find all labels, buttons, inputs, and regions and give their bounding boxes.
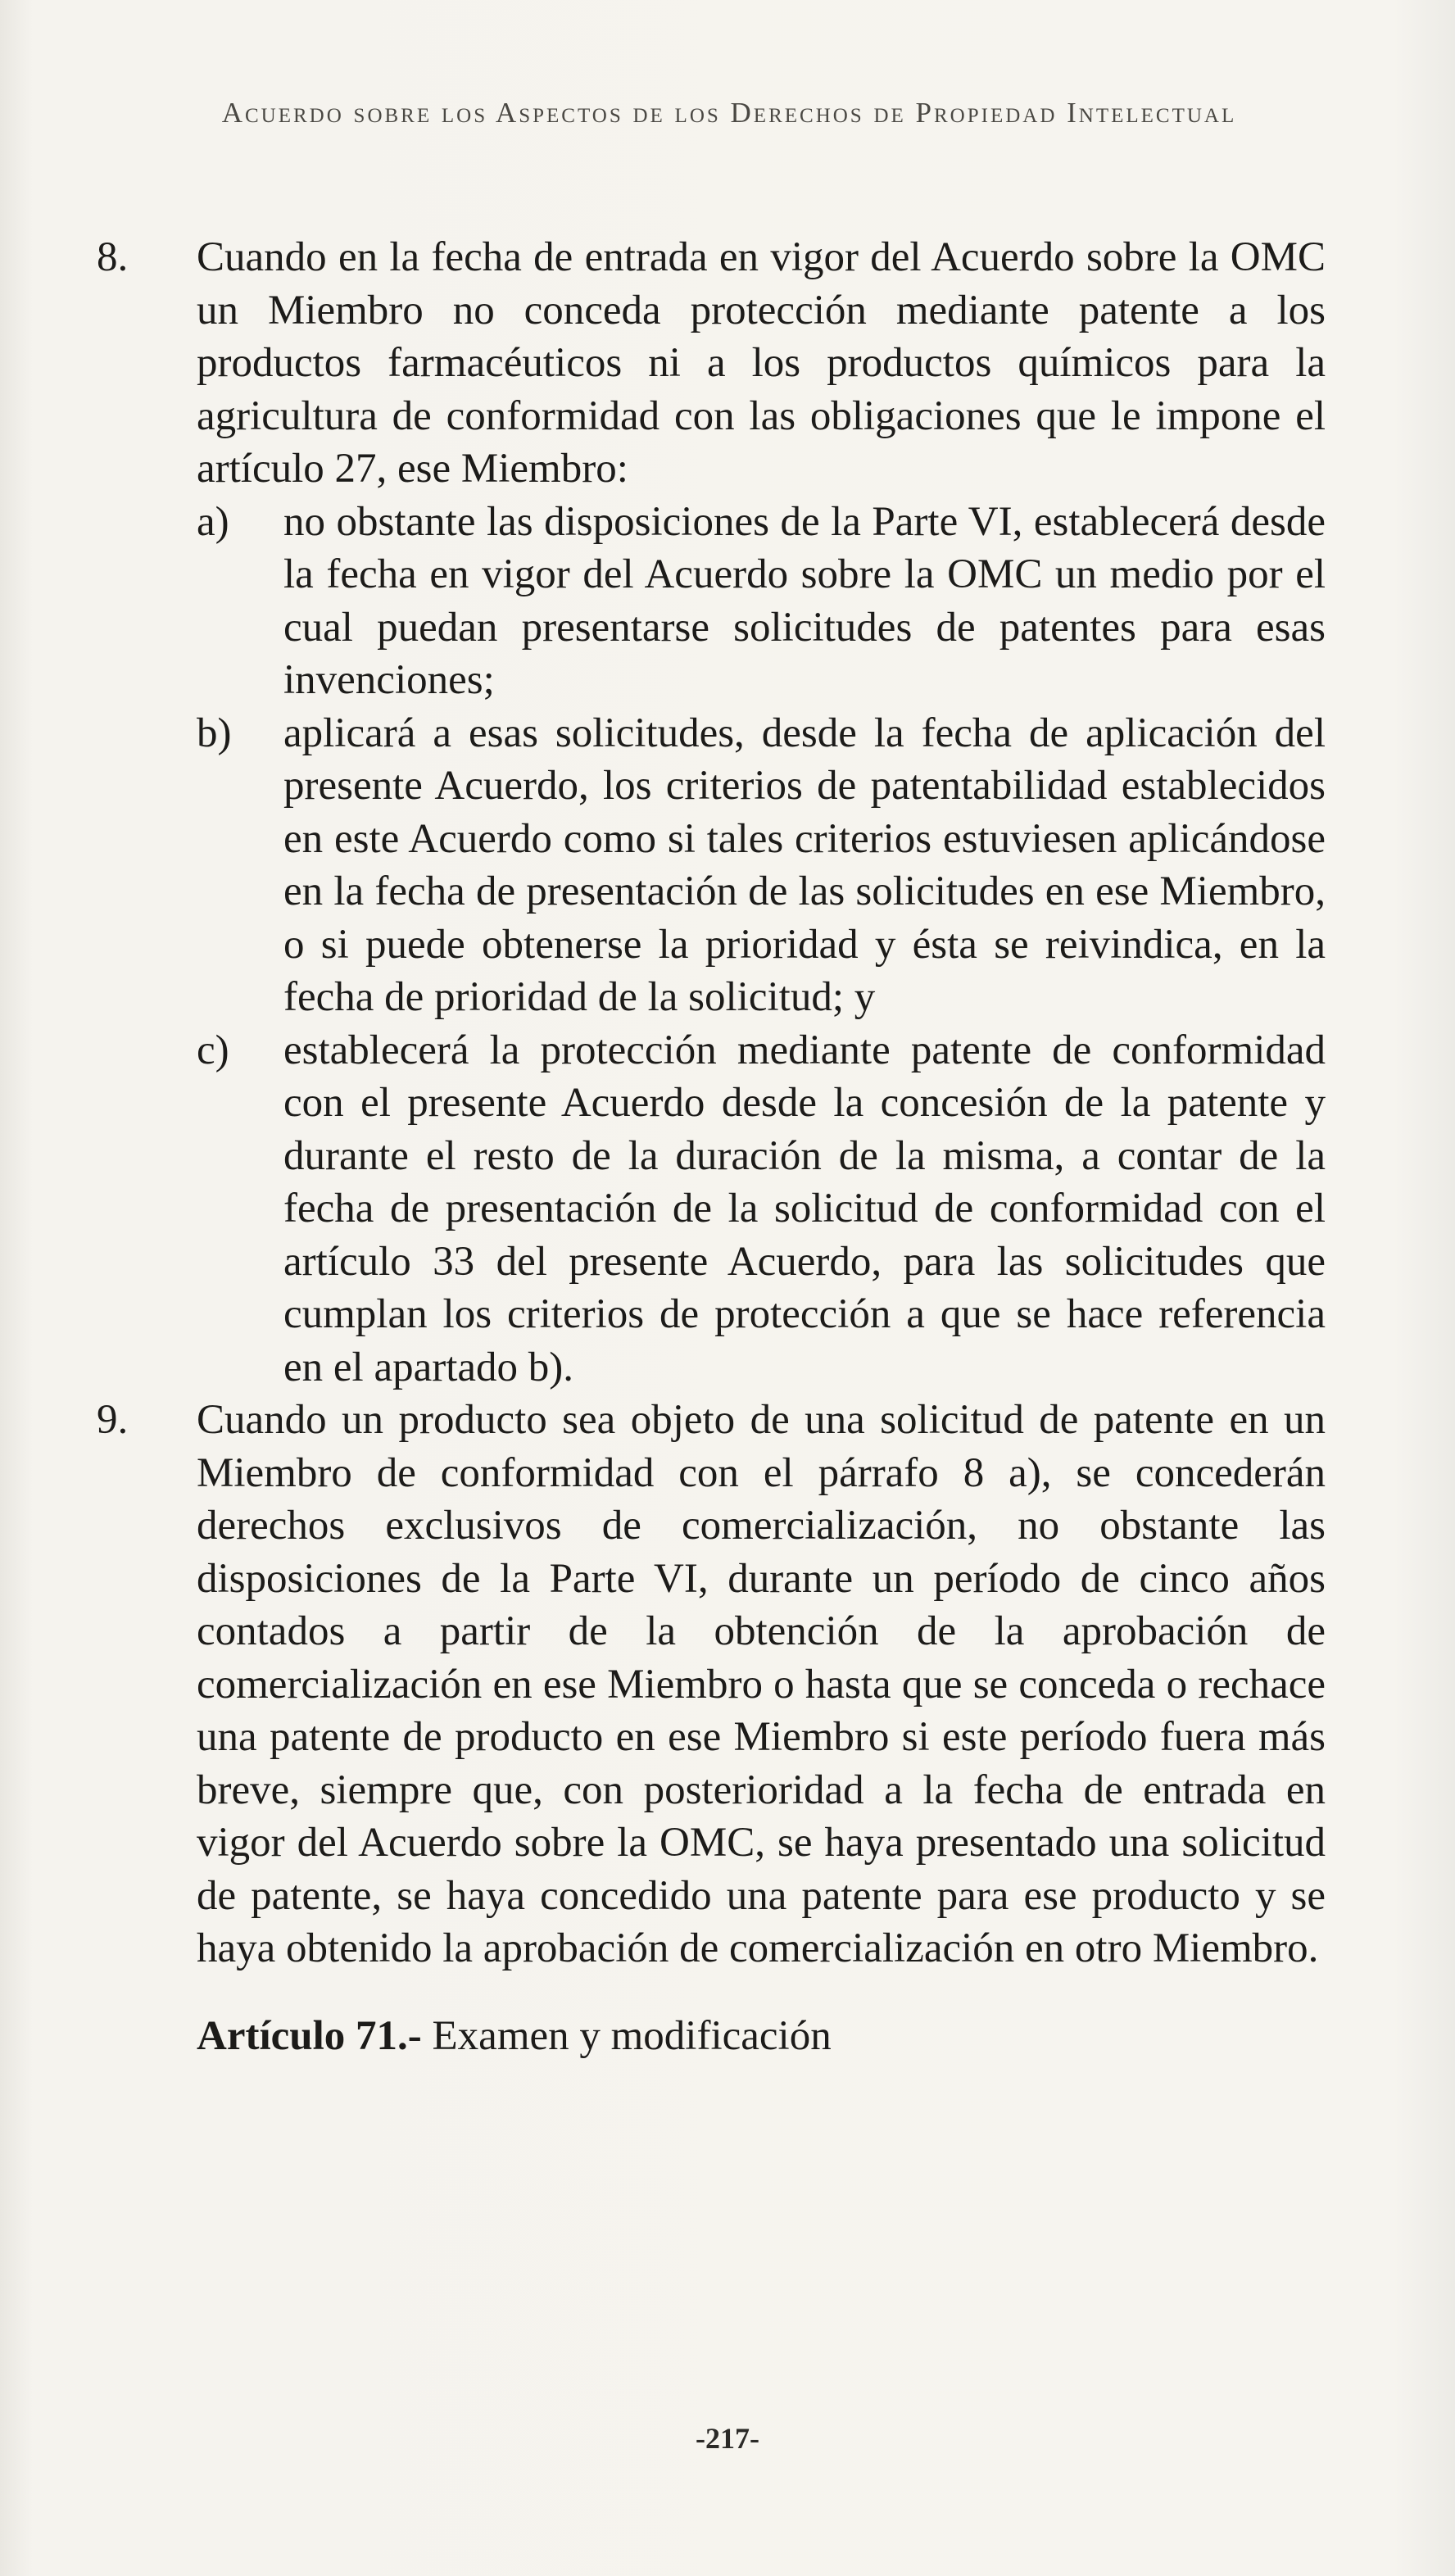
item-letter: a) — [197, 498, 229, 545]
page-number: -217- — [696, 2422, 759, 2455]
article-heading — [97, 2010, 1326, 2063]
page-body — [97, 231, 1326, 2062]
paragraph-number: 9. — [97, 1397, 129, 1443]
running-header: Acuerdo sobre los Aspectos de los Derechos de Propiedad Intelectual — [221, 97, 1237, 129]
list-item-a — [197, 496, 1326, 707]
item-text: establecerá la protección mediante patente de conformidad con el presente Acuerdo desde la concesión de la patente y durante el resto de la duración de la misma, a contar de la fecha de presentación de la solicitud de conformidad con el artículo 33 del presente Acuerdo, para las solicitudes que cumplan los criterios de protección a que se hace referencia en el apartado b). — [283, 1027, 1326, 1390]
item-list — [197, 496, 1326, 1395]
article-number: Artículo 71.- — [197, 2012, 422, 2059]
item-text: no obstante las disposiciones de la Parte VI, establecerá desde la fecha en vigor del Acuerdo sobre la OMC un medio por el cual puedan presentarse solicitudes de patentes para esas invenciones; — [283, 498, 1326, 703]
paragraph-8 — [97, 231, 1326, 1394]
paragraph-text: Cuando un producto sea objeto de una solicitud de patente en un Miembro de conformidad con el párrafo 8 a), se concederán derechos exclusivos de comercialización, no obstante las disposiciones de la Parte VI, durante un período de cinco años contados a partir de la obtención de la aprobación de comercialización en ese Miembro o hasta que se conceda o rechace una patente de producto en ese Miembro si este período fuera más breve, siempre que, con posterioridad a la fecha de entrada en vigor del Acuerdo sobre la OMC, se haya presentado una solicitud de patente, se haya concedido una patente para ese producto y se haya obtenido la aprobación de comercialización en otro Miembro. — [197, 1397, 1326, 1971]
paragraph-number: 8. — [97, 234, 129, 280]
list-item-c — [197, 1024, 1326, 1395]
article-title: Examen y modificación — [432, 2012, 832, 2059]
item-letter: c) — [197, 1027, 229, 1073]
item-text: aplicará a esas solicitudes, desde la fecha de aplicación del presente Acuerdo, los criterios de patentabilidad establecidos en este Acuerdo como si tales criterios estuviesen aplicándose en la fecha de presentación de las solicitudes en ese Miembro, o si puede obtenerse la prioridad y ésta se reivindica, en la fecha de prioridad de la solicitud; y — [283, 710, 1326, 1020]
paragraph-intro: Cuando en la fecha de entrada en vigor del Acuerdo sobre la OMC un Miembro no conceda protección mediante patente a los productos farmacéuticos ni a los productos químicos para la agricultura de conformidad con las obligaciones que le impone el artículo 27, ese Miembro: — [197, 234, 1326, 492]
list-item-b — [197, 707, 1326, 1024]
paragraph-9 — [97, 1394, 1326, 1975]
item-letter: b) — [197, 710, 232, 756]
